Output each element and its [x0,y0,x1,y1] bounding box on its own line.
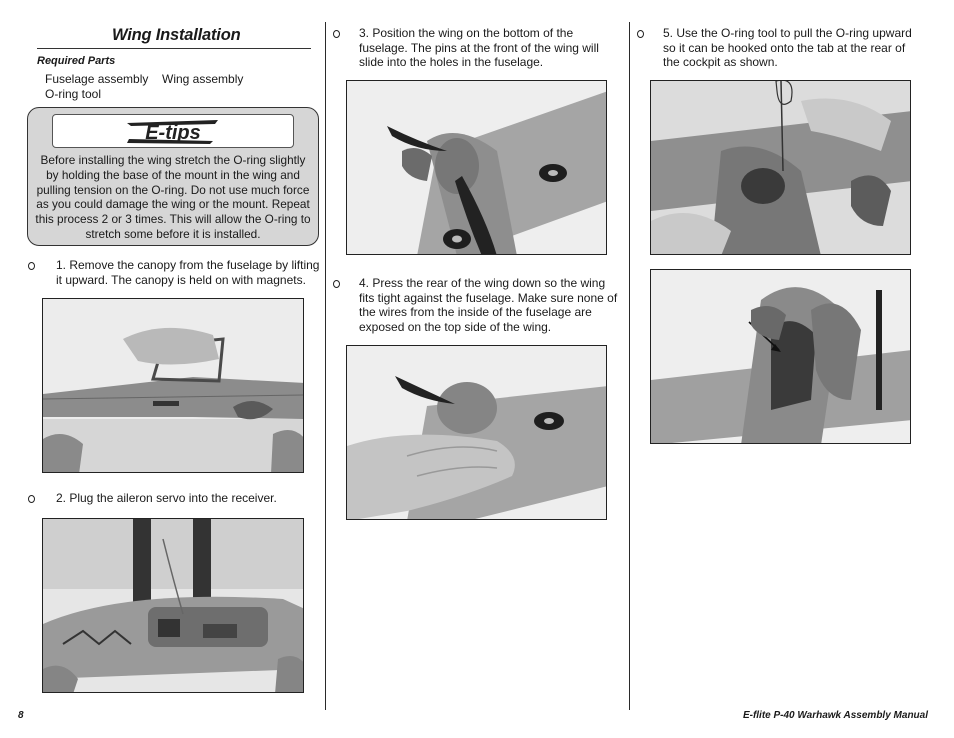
step-2-text: 2. Plug the aileron servo into the receiver. [56,491,277,505]
column-divider-right [629,22,630,710]
checkbox-bullet-step-1[interactable] [28,262,35,270]
photo-remove-canopy [42,298,304,473]
step-4-text: 4. Press the rear of the wing down so the wing fits tight against the fuselage. Make sure none of the wires from the inside of the fuselage are exposed on the top side of the wing. [359,276,618,334]
etips-logo-icon [123,117,223,147]
checkbox-bullet-step-5[interactable] [637,30,644,38]
required-part-item: Fuselage assembly [45,72,149,86]
photo-oring-hooked [650,269,911,444]
required-part-item: Wing assembly [162,72,244,86]
column-divider-left [325,22,326,710]
checkbox-bullet-step-3[interactable] [333,30,340,38]
photo-position-wing [346,80,607,255]
etips-logo-text: E-tips [145,122,201,144]
step-3-text: 3. Position the wing on the bottom of the fuselage. The pins at the front of the wing will slide into the holes in the fuselage. [359,26,599,69]
title-underline [37,48,311,49]
photo-press-wing-down [346,345,607,520]
etips-logo [52,114,294,148]
required-part-item: O-ring tool [45,87,102,101]
checkbox-bullet-step-2[interactable] [28,495,35,503]
section-title: Wing Installation [112,26,241,44]
photo-plug-aileron-servo [42,518,304,693]
etips-body: Before installing the wing stretch the O-ring slightly by holding the base of the mount in the wing and pulling tension on the O-ring. Do not use much force as you could damage the wing or the mount. Repeat this process 2 or 3 times. This will allow the O-ring to stretch some before it is installed. [35,153,311,241]
required-parts-heading: Required Parts [37,55,116,67]
step-5-text: 5. Use the O-ring tool to pull the O-ring upward so it can be hooked onto the tab at the rear of the cockpit as shown. [663,26,912,69]
manual-title: E-flite P-40 Warhawk Assembly Manual [742,710,928,721]
photo-oring-tool-pull [650,80,911,255]
checkbox-bullet-step-4[interactable] [333,280,340,288]
step-1-text: 1. Remove the canopy from the fuselage by lifting it upward. The canopy is held on with magnets. [56,258,320,287]
etips-callout [27,107,319,246]
page-number: 8 [18,710,24,721]
